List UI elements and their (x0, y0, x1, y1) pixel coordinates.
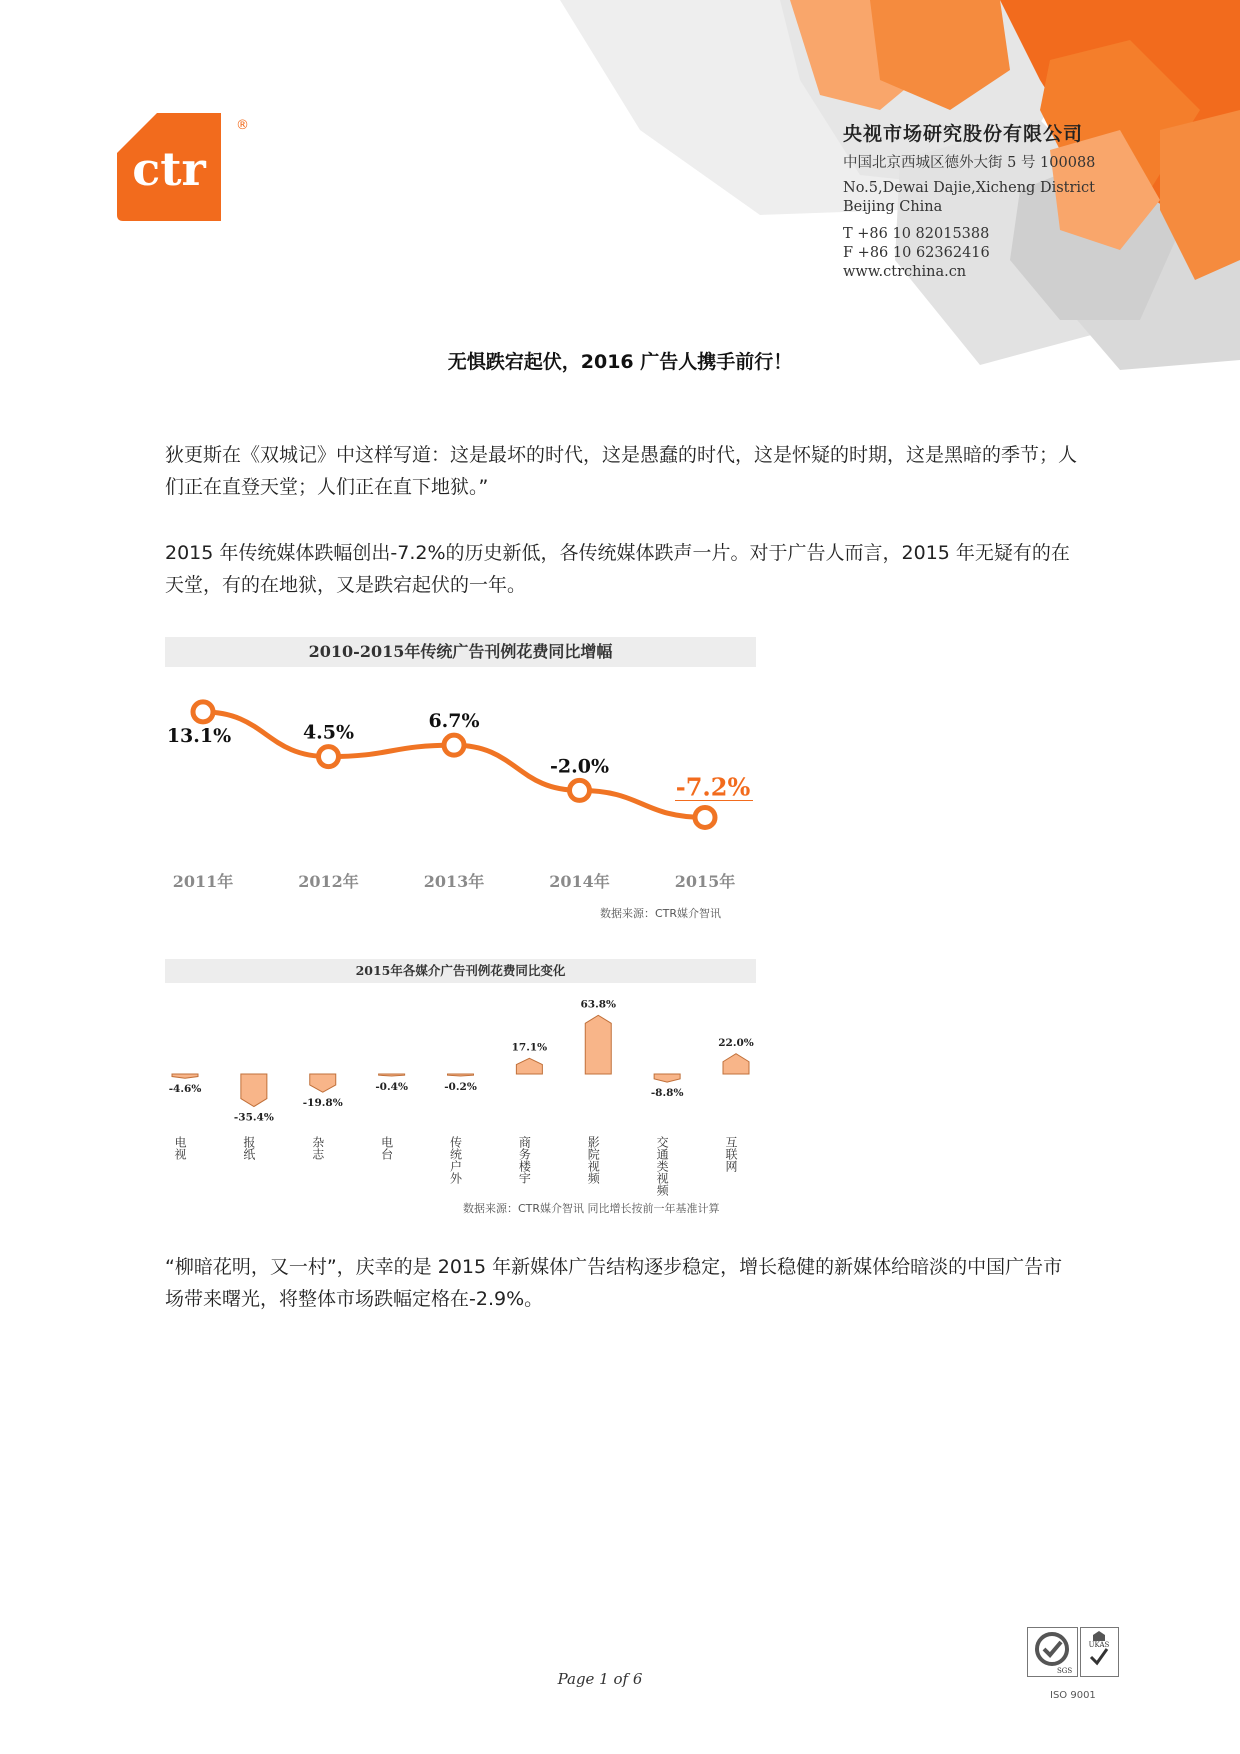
chart2-bar (448, 1074, 474, 1076)
chart2-bar (310, 1074, 336, 1092)
company-name: 央视市场研究股份有限公司 (843, 123, 1084, 145)
chart2-bar (654, 1074, 680, 1082)
paragraph-new-media: “柳暗花明，又一村”，庆幸的是 2015 年新媒体广告结构逐步稳定，增长稳健的新媒体给暗淡的中国广告市场带来曙光，将整体市场跌幅定格在-2.9%。 (165, 1256, 1063, 1310)
line-chart-traditional-ads (165, 672, 756, 902)
chart1-point (319, 747, 339, 767)
chart1-data-label: 13.1% (166, 724, 232, 747)
chart2-category-label: 杂志 (310, 1136, 325, 1160)
chart1-data-label: -2.0% (550, 755, 609, 778)
svg-text:UKAS: UKAS (1088, 1641, 1110, 1649)
chart1-data-label-highlight: -7.2% (675, 772, 751, 802)
chart2-category-label: 互联网 (724, 1136, 738, 1172)
ctr-logo (117, 113, 221, 221)
chart1-x-tick-label: 2013年 (423, 872, 485, 891)
chart2-data-label: -0.4% (375, 1081, 408, 1093)
chart2-category-label: 电台 (379, 1136, 394, 1160)
chart2-data-label: -4.6% (168, 1083, 202, 1096)
chart2-data-label: 63.8% (580, 998, 617, 1011)
chart1-x-tick-label: 2015年 (674, 872, 736, 891)
chart1-x-tick-label: 2012年 (298, 872, 359, 891)
chart2-bar (172, 1074, 198, 1078)
chart2-bar (723, 1054, 749, 1074)
chart2-category-label: 交通类视频 (655, 1136, 670, 1196)
registered-mark: ® (236, 118, 249, 133)
chart1-point (193, 702, 213, 722)
chart2-data-label: -19.8% (302, 1097, 343, 1110)
chart1-data-label: 4.5% (302, 721, 355, 744)
certification-badges (1027, 1627, 1119, 1677)
chart2-title: 2015年各媒介广告刊例花费同比变化 (355, 963, 566, 978)
chart2-data-label: 22.0% (718, 1036, 754, 1049)
chart1-x-tick-label: 2011年 (172, 872, 234, 891)
chart1-x-tick-label: 2014年 (549, 872, 610, 891)
chart2-category-label: 传统户外 (448, 1136, 463, 1184)
chart1-point (570, 780, 590, 800)
chart2-category-label: 电视 (173, 1136, 187, 1160)
chart1-point (695, 807, 715, 827)
chart1-data-label: 6.7% (428, 710, 480, 733)
chart2-bar (241, 1074, 267, 1107)
chart1-title-band (165, 637, 756, 667)
chart1-title: 2010-2015年传统广告刊例花费同比增幅 (308, 642, 613, 661)
address-en-line-2: Beijing China (843, 199, 943, 215)
website-link[interactable]: www.ctrchina.cn (843, 264, 967, 280)
chart1-point (444, 735, 464, 755)
chart2-data-label: -0.2% (444, 1081, 477, 1093)
chart2-category-label: 报纸 (241, 1136, 256, 1160)
svg-text:ctr: ctr (132, 142, 206, 196)
document-title: 无惧跌宕起伏，2016 广告人携手前行！ (447, 351, 793, 373)
address-en-line-1: No.5,Dewai Dajie,Xicheng District (843, 180, 1095, 196)
telephone: T +86 10 82015388 (843, 226, 990, 242)
chart2-category-label: 商务楼宇 (517, 1136, 532, 1184)
chart2-title-band (165, 959, 756, 983)
chart2-data-label: -8.8% (650, 1087, 684, 1100)
iso-9001-label: ISO 9001 (1050, 1690, 1096, 1701)
svg-text:SGS: SGS (1057, 1667, 1073, 1675)
chart2-bar (585, 1015, 611, 1074)
chart1-source: 数据来源：CTR媒介智讯 (600, 907, 722, 920)
paragraph-intro: 狄更斯在《双城记》中这样写道：这是最坏的时代，这是愚蠢的时代，这是怀疑的时期，这是黑暗的季节；人们正在直登天堂；人们正在直下地狱。” (165, 444, 1078, 498)
chart2-bar (516, 1058, 542, 1074)
chart2-data-label: 17.1% (511, 1041, 548, 1054)
chart2-data-label: -35.4% (233, 1111, 274, 1124)
chart2-category-label: 影院视频 (586, 1136, 601, 1184)
chart2-source: 数据来源：CTR媒介智讯 同比增长按前一年基准计算 (463, 1202, 720, 1215)
chart2-bar (379, 1074, 405, 1076)
fax: F +86 10 62362416 (843, 245, 990, 261)
address-cn: 中国北京西城区德外大街 5 号 100088 (843, 155, 1096, 171)
page-number: Page 1 of 6 (557, 1670, 643, 1688)
bar-chart-media-change (165, 986, 756, 1196)
paragraph-traditional-media: 2015 年传统媒体跌幅创出-7.2%的历史新低，各传统媒体跌声一片。对于广告人而言，2015 年无疑有的在天堂，有的在地狱，又是跌宕起伏的一年。 (165, 542, 1070, 596)
